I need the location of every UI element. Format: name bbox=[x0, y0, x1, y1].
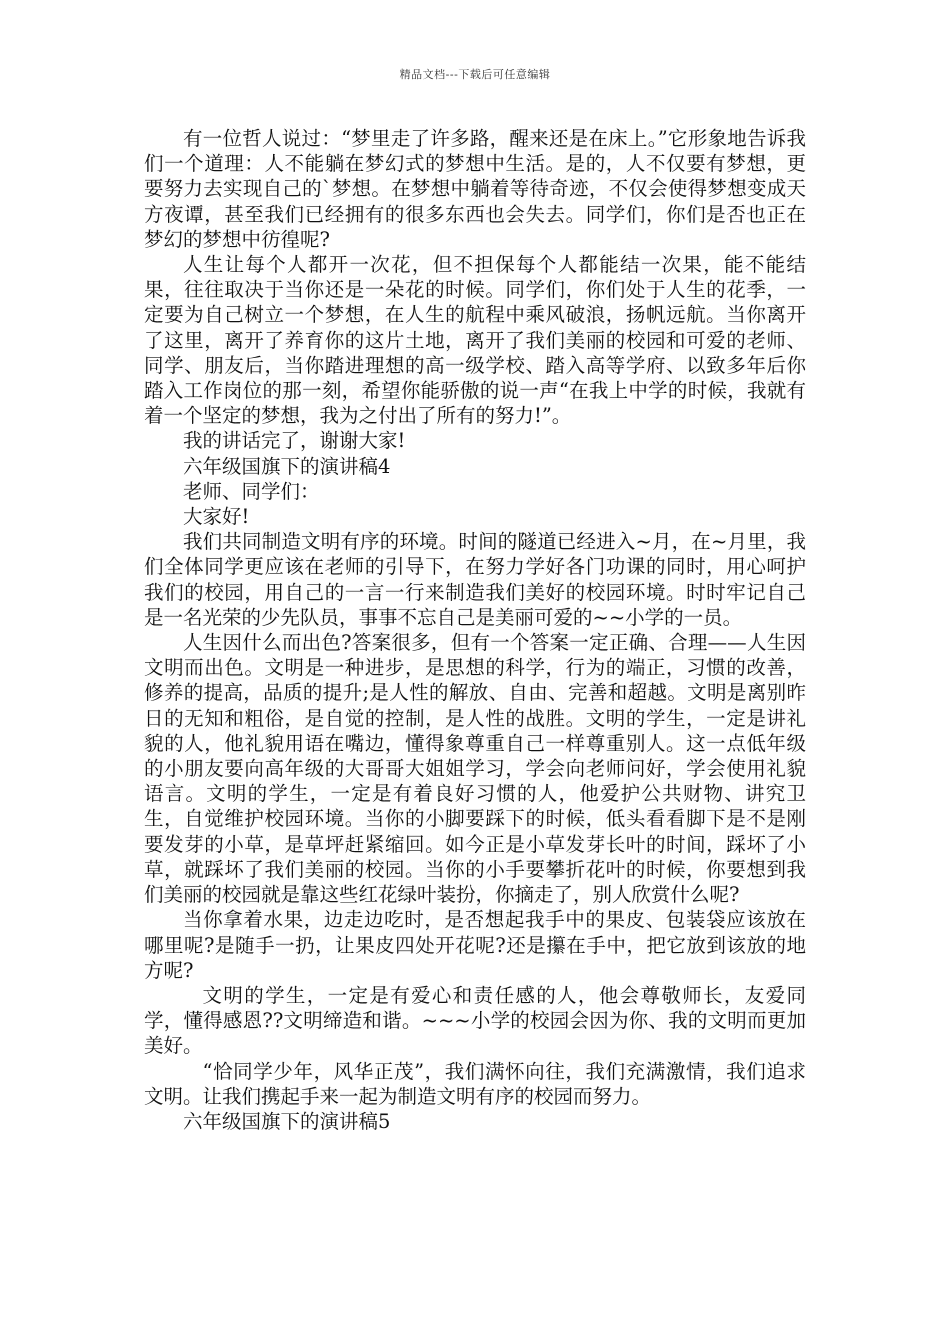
paragraph-civilization-excellence: 人生因什么而出色?答案很多，但有一个答案一定正确、合理——人生因文明而出色。文明是一种进步，是思想的科学，行为的端正，习惯的改善，修养的提高，品质的提升;是人性的解放、自由、完善和超越。文明是离别昨日的无知和粗俗，是自觉的控制，是人性的战胜。文明的学生，一定是讲礼貌的人，他礼貌用语在嘴边，懂得象尊重自己一样尊重别人。这一点低年级的小朋友要向高年级的大哥哥大姐姐学习，学会向老师问好，学会使用礼貌语言。文明的学生，一定是有着良好习惯的人，他爱护公共财物、讲究卫生，自觉维护校园环境。当你的小脚要踩下的时候，低头看看脚下是不是刚要发芽的小草，是草坪赶紧缩回。如今正是小草发芽长叶的时间，踩坏了小草，就踩坏了我们美丽的校园。当你的小手要攀折花叶的时候，你要想到我们美丽的校园就是靠这些红花绿叶装扮，你摘走了，别人欣赏什么呢? bbox=[144, 631, 806, 907]
paragraph-civilized-environment: 我们共同制造文明有序的环境。时间的隧道已经进入~月，在~月里，我们全体同学更应该在老师的引导下，在努力学好各门功课的同时，用心呵护我们的校园，用自己的一言一行来制造我们美好的校园环境。时时牢记自己是一名光荣的少先队员，事事不忘自己是美丽可爱的~~小学的一员。 bbox=[144, 530, 806, 629]
speech-title-5: 六年级国旗下的演讲稿5 bbox=[183, 1109, 391, 1133]
document-body bbox=[144, 126, 806, 1134]
salutation-teachers-students: 老师、同学们： bbox=[183, 479, 320, 503]
paragraph-caring-students: 文明的学生，一定是有爱心和责任感的人，他会尊敬师长，友爱同学，懂得感恩??文明缔造和谐。~~~小学的校园会因为你、我的文明而更加美好。 bbox=[144, 983, 806, 1058]
paragraph-life-flower: 人生让每个人都开一次花，但不担保每个人都能结一次果，能不能结果，往往取决于当你还是一朵花的时候。同学们，你们处于人生的花季，一定要为自己树立一个梦想，在人生的航程中乘风破浪，扬帆远航。当你离开了这里，离开了养育你的这片土地，离开了我们美丽的校园和可爱的老师、同学、朋友后，当你踏进理想的高一级学校、踏入高等学府、以致多年后你踏入工作岗位的那一刻，希望你能骄傲的说一声“在我上中学的时候，我就有着一个坚定的梦想，我为之付出了所有的努力!”。 bbox=[144, 253, 806, 428]
speech-title-4: 六年级国旗下的演讲稿4 bbox=[183, 454, 391, 478]
page-header: 精品文档---下载后可任意编辑 bbox=[399, 68, 551, 81]
paragraph-fruit-peel: 当你拿着水果，边走边吃时，是否想起我手中的果皮、包装袋应该放在哪里呢?是随手一扔，让果皮四处开花呢?还是攥在手中，把它放到该放的地方呢? bbox=[144, 908, 806, 982]
greeting-everyone: 大家好! bbox=[183, 505, 250, 529]
paragraph-philosopher-quote: 有一位哲人说过：“梦里走了许多路，醒来还是在床上。”它形象地告诉我们一个道理：人不能躺在梦幻式的梦想中生活。是的，人不仅要有梦想，更要努力去实现自己的`梦想。在梦想中躺着等待奇迹，不仅会使得梦想变成天方夜谭，甚至我们已经拥有的很多东西也会失去。同学们，你们是否也正在梦幻的梦想中彷徨呢? bbox=[144, 127, 806, 251]
paragraph-youth-quote: “恰同学少年，风华正茂”，我们满怀向往，我们充满激情，我们追求文明。让我们携起手来一起为制造文明有序的校园而努力。 bbox=[144, 1059, 806, 1108]
paragraph-closing-thanks: 我的讲话完了，谢谢大家! bbox=[183, 429, 406, 453]
